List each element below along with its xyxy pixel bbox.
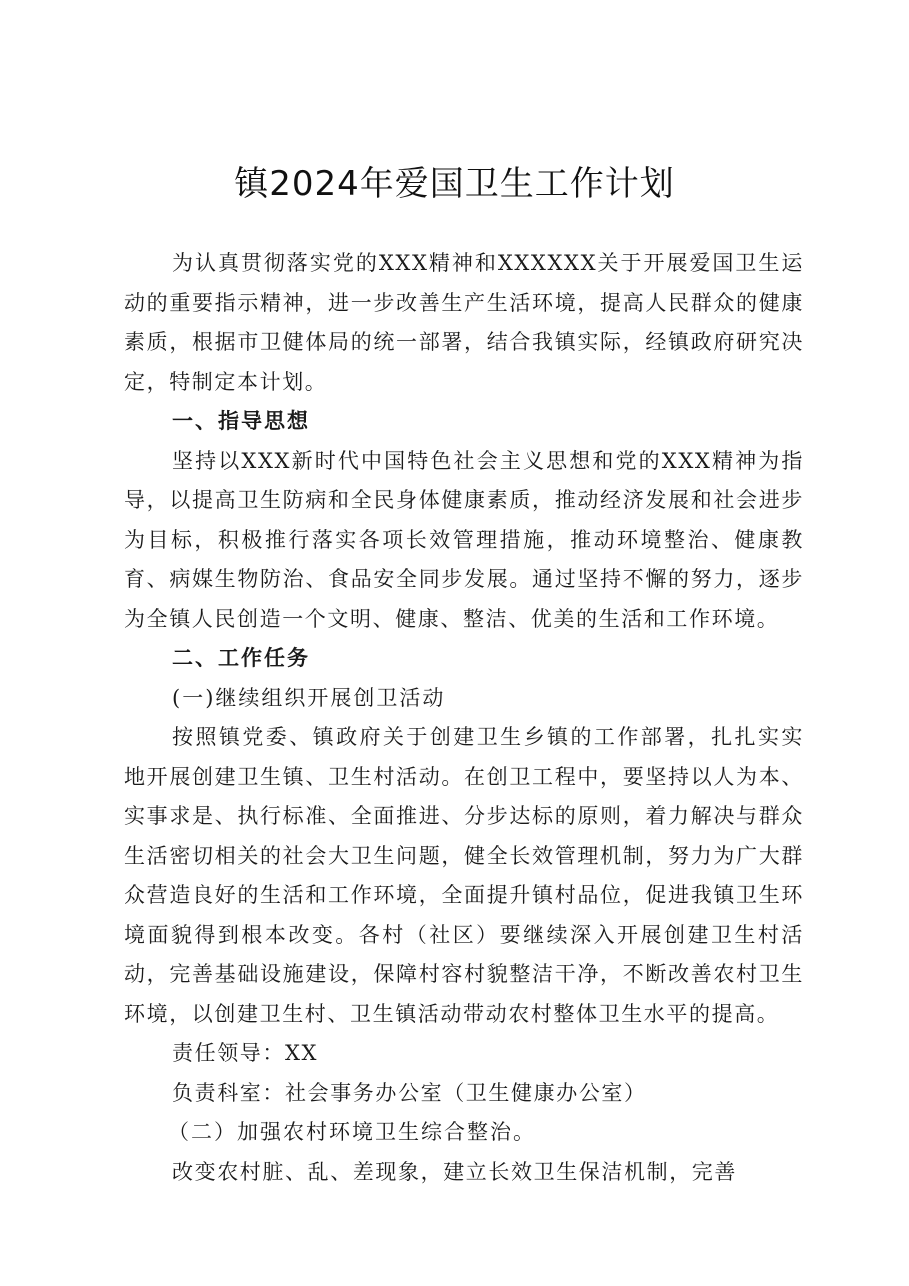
subsection-1-paragraph: 按照镇党委、镇政府关于创建卫生乡镇的工作部署，扎扎实实地开展创建卫生镇、卫生村活动。在创卫工程中，要坚持以人为本、实事求是、执行标准、全面推进、分步达标的原则，着力解决与群众生活密切相关的社会大卫生问题，健全长效管理机制，努力为广大群众营造良好的生活和工作环境，全面提升镇村品位，促进我镇卫生环境面貌得到根本改变。各村（社区）要继续深入开展创建卫生村活动，完善基础设施建设，保障村容村貌整洁干净，不断改善农村卫生环境，以创建卫生村、卫生镇活动带动农村整体卫生水平的提高。 <box>124 725 804 1026</box>
page-title: 镇2024年爱国卫生工作计划 <box>234 164 675 204</box>
section-heading-work-tasks: 二、工作任务 <box>172 646 310 670</box>
subsection-heading-1: (一)继续组织开展创卫活动 <box>172 685 446 710</box>
guiding-ideology-paragraph: 坚持以XXX新时代中国特色社会主义思想和党的XXX精神为指导，以提高卫生防病和全民身体健康素质，推动经济发展和社会进步为目标，积极推行落实各项长效管理措施，推动环境整治、健康教育、病媒生物防治、食品安全同步发展。通过坚持不懈的努力，逐步为全镇人民创造一个文明、健康、整洁、优美的生活和工作环境。 <box>124 448 804 631</box>
document-body <box>124 244 804 1192</box>
responsible-office: 负责科室：社会事务办公室（卫生健康办公室） <box>172 1080 647 1105</box>
subsection-heading-2: （二）加强农村环境卫生综合整治。 <box>168 1120 536 1144</box>
subsection-2-paragraph: 改变农村脏、乱、差现象，建立长效卫生保洁机制，完善 <box>172 1159 737 1184</box>
section-heading-guiding-ideology: 一、指导思想 <box>172 409 310 433</box>
responsible-leader: 责任领导：XX <box>172 1041 319 1065</box>
intro-paragraph: 为认真贯彻落实党的XXX精神和XXXXXX关于开展爱国卫生运动的重要指示精神，进一步改善生产生活环境，提高人民群众的健康素质，根据市卫健体局的统一部署，结合我镇实际，经镇政府研究决定，特制定本计划。 <box>124 251 804 394</box>
